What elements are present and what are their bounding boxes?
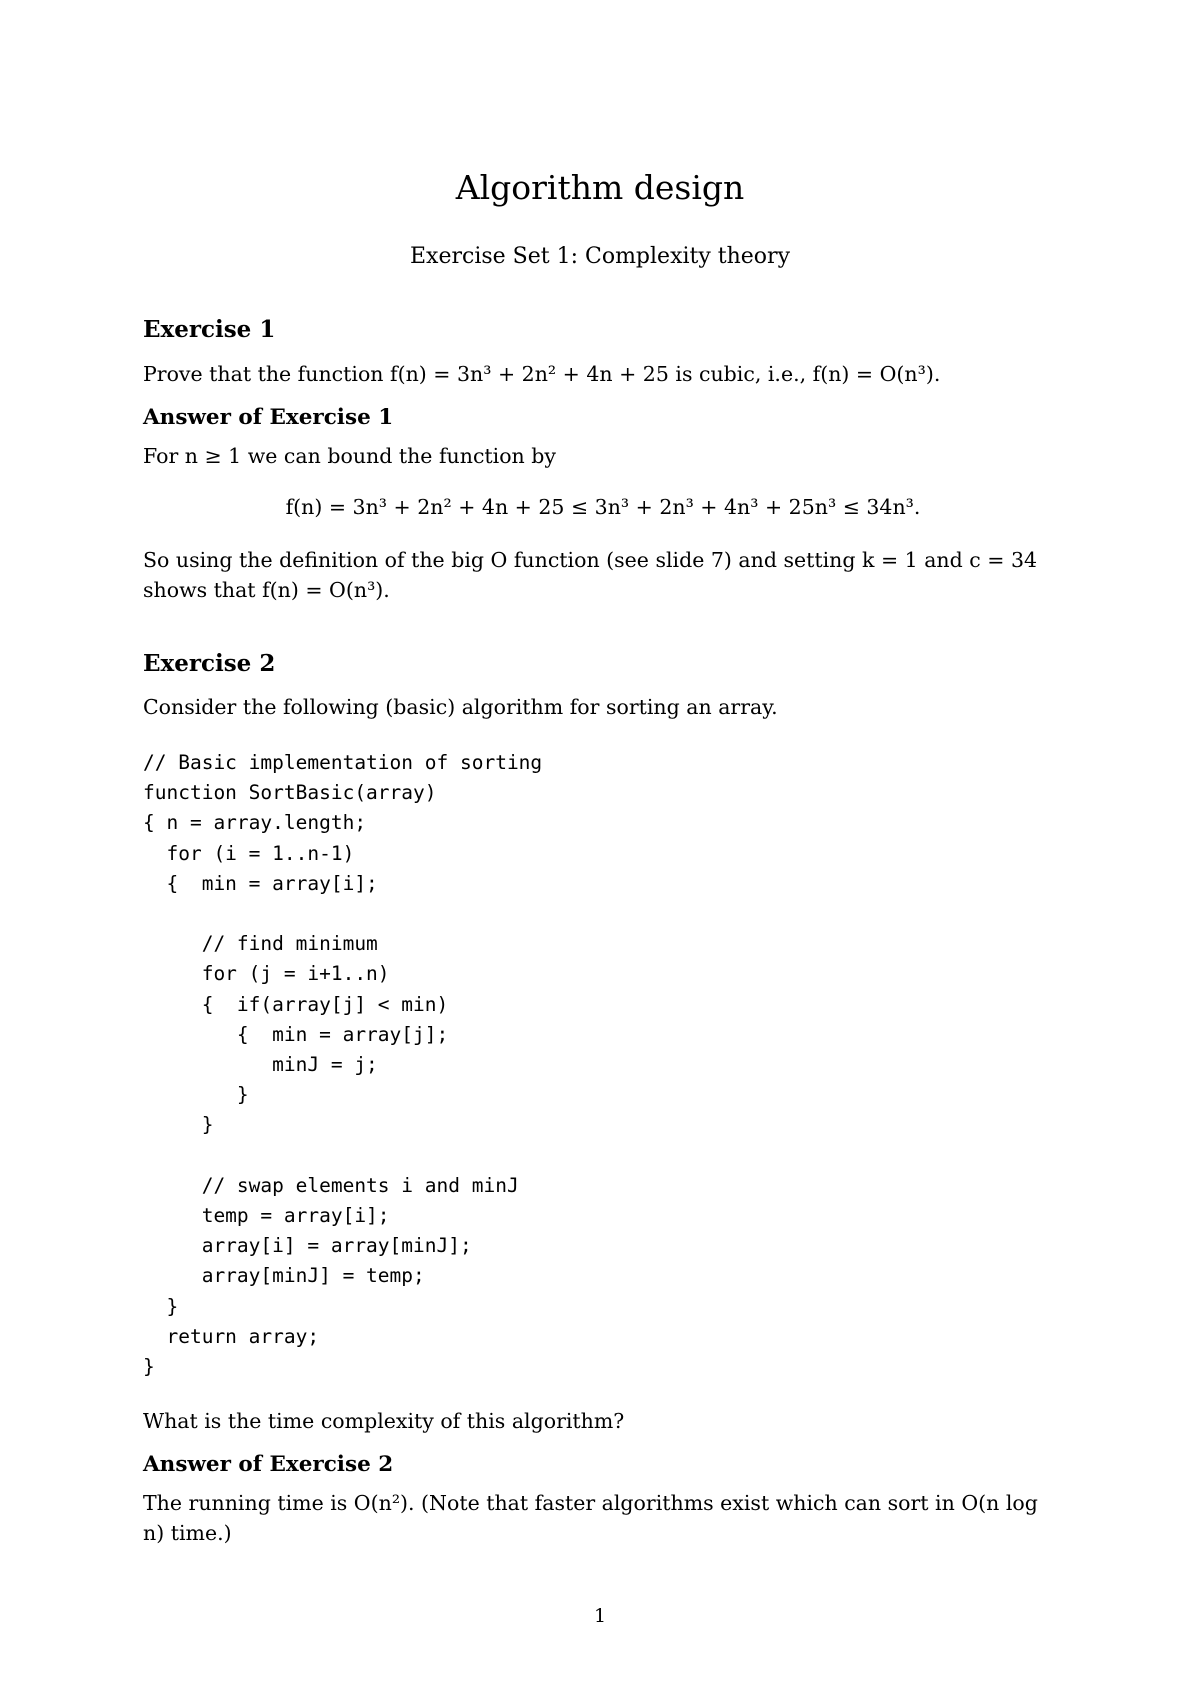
page-number: 1 [593,1605,607,1627]
exercise-2-question-block [143,1406,1063,1436]
exercise-1-prompt-block [143,359,1063,389]
exercise-1-prompt: Prove that the function f(n) = 3n³ + 2n² + 4n + 25 is cubic, i.e., f(n) = O(n³). [143,362,941,386]
answer-1-equation-block [143,492,1063,522]
answer-2-text-block [143,1488,1063,1548]
answer-1-heading: Answer of Exercise 1 [143,405,394,430]
answer-1-text: So using the definition of the big O function (see slide 7) and setting k = 1 and c = 34 shows that f(n) = O(n³). [143,548,1038,602]
code-listing: // Basic implementation of sorting function SortBasic(array) { n = array.length; for (i = 1..n-1) { min = array[i]; // find minimum for (j = i+1..n) { if(array[j] < min) { min = array[j]; minJ = j; } } // swap elements i and minJ temp = array[i]; array[i] = array[minJ]; array[minJ] = temp; } return array; } [143,751,543,1379]
exercise-2-heading-block [143,650,1063,677]
exercise-2-question: What is the time complexity of this algorithm? [143,1409,625,1433]
answer-1-text-block [143,545,1063,605]
answer-2-heading-block [143,1452,1063,1477]
answer-2-text: The running time is O(n²). (Note that faster algorithms exist which can sort in O(n log n) time.) [143,1491,1038,1545]
document-subtitle: Exercise Set 1: Complexity theory [410,244,790,269]
exercise-2-heading: Exercise 2 [143,650,276,677]
exercise-1-heading: Exercise 1 [143,316,276,343]
answer-2-heading: Answer of Exercise 2 [143,1452,394,1477]
answer-1-intro-block [143,441,1063,471]
exercise-2-intro-block [143,692,1063,722]
answer-1-equation: f(n) = 3n³ + 2n² + 4n + 25 ≤ 3n³ + 2n³ + 4n³ + 25n³ ≤ 34n³. [285,495,921,519]
exercise-1-heading-block [143,316,1063,343]
answer-1-heading-block [143,405,1063,430]
answer-1-intro: For n ≥ 1 we can bound the function by [143,444,556,468]
exercise-2-intro: Consider the following (basic) algorithm for sorting an array. [143,695,778,719]
document-title: Algorithm design [455,168,745,207]
